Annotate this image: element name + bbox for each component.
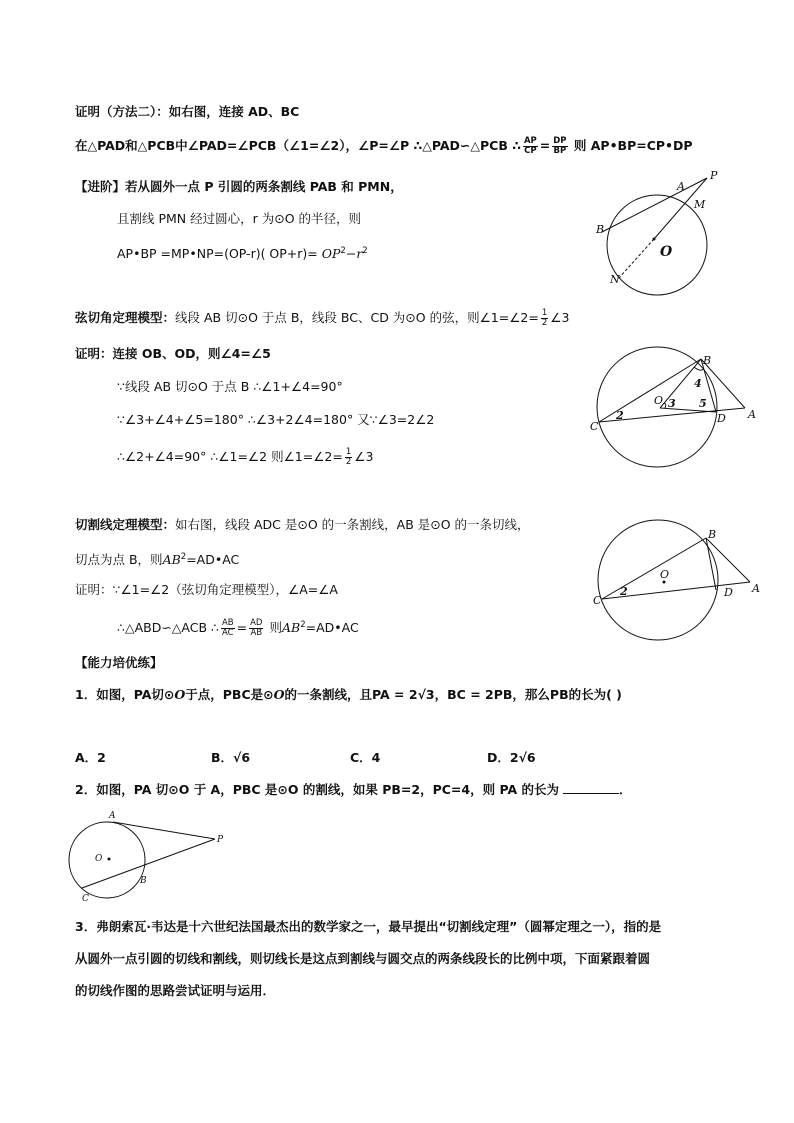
circle-symbol: ⊙	[263, 687, 274, 702]
label-3: 3	[668, 397, 676, 410]
secant-tangent-statement2	[75, 548, 239, 569]
statement-text: 如右图，线段 ADC 是⊙O 的一条割线，AB 是⊙O 的一条切线，	[175, 517, 530, 532]
circle-symbol: ⊙	[163, 687, 175, 702]
question-2	[75, 781, 632, 799]
ab-term: AB	[162, 552, 181, 568]
q2-text: 2．如图，PA 切⊙O 于 A，PBC 是⊙O 的割线，如果 PB=2，PC=4，则 PA 的长为	[75, 782, 559, 797]
label-o: O	[660, 568, 670, 581]
figure-secants	[590, 165, 720, 290]
fraction-ad-ab: $\frac{AD}{AB}$	[250, 618, 263, 639]
secant-tangent-proof2	[117, 616, 359, 638]
proof-text: ∴△ABD∽△ACB ∴	[117, 620, 219, 636]
q1-text: 1．如图，PA切	[75, 687, 164, 702]
tangent-chord-proof4	[117, 448, 373, 467]
label-2: 2	[620, 585, 628, 598]
question-3-line2: 从圆外一点引圆的切线和割线，则切线长是这点到割线与圆交点的两条线段长的比例中项，下面紧跟着圆	[75, 951, 651, 966]
exponent: 2	[180, 552, 187, 562]
tangent-chord-statement	[75, 309, 569, 328]
label-a: A	[748, 408, 756, 421]
q1-text: 的一条割线，且PA = 2	[284, 687, 418, 702]
section-title: 切割线定理模型：	[75, 517, 176, 532]
label-m: M	[694, 198, 706, 211]
exponent: 2	[300, 620, 306, 630]
angle-3: ∠3	[550, 310, 570, 325]
label-d: D	[717, 412, 726, 425]
label-c: C	[590, 420, 599, 433]
r-term: −r	[345, 246, 363, 262]
proof-text: 则	[265, 620, 282, 636]
advanced-line2: 且割线 PMN 经过圆心，r 为⊙O 的半径，则	[117, 211, 362, 226]
q1-text: ，BC = 2PB，那么PB的长为( )	[434, 687, 622, 702]
label-n: N	[610, 273, 620, 286]
op-term: OP	[321, 246, 341, 262]
o-symbol: O	[273, 687, 285, 702]
product-term: =AD•AC	[186, 552, 240, 568]
q1-text: 于点，PBC是	[185, 687, 264, 702]
secant-tangent-statement1	[75, 516, 530, 534]
sqrt-term: √3	[417, 687, 435, 702]
label-b: B	[703, 354, 712, 367]
exponent: 2	[340, 246, 346, 256]
label-a: A	[752, 582, 760, 595]
q2-end: ．	[619, 782, 632, 797]
question-1	[75, 686, 622, 704]
label-b: B	[596, 223, 605, 236]
secant-tangent-proof1: 证明：∵∠1=∠2（弦切角定理模型），∠A=∠A	[75, 582, 338, 597]
proof2-result: 则 AP•BP=CP•DP	[569, 138, 693, 153]
figure-tangent-chord	[590, 352, 765, 472]
proof2-line1: 证明（方法二）：如右图，连接 AD、BC	[75, 104, 300, 119]
option-c[interactable]: C．4	[350, 750, 381, 765]
option-b[interactable]: B．√6	[211, 750, 251, 765]
section-title: 弦切角定理模型：	[75, 310, 176, 325]
label-a: A	[677, 180, 685, 193]
statement-text: 切点为点 B，则	[75, 552, 163, 568]
tangent-chord-proof1: 证明：连接 OB、OD，则∠4=∠5	[75, 346, 271, 361]
label-4: 4	[694, 377, 702, 390]
equals-sign: =	[236, 620, 248, 636]
label-b: B	[140, 876, 147, 886]
fraction-dp-bp: $\frac{DP}{BP}$	[553, 136, 567, 156]
equals-sign: =	[539, 138, 551, 153]
option-d[interactable]: D．2√6	[487, 750, 536, 765]
fraction-half: $\frac{1}{2}$	[345, 447, 352, 467]
option-a[interactable]: A．2	[75, 750, 106, 765]
ab-term: AB	[281, 620, 301, 636]
angle-3: ∠3	[354, 449, 374, 464]
label-c: C	[82, 894, 89, 904]
exponent: 2	[362, 246, 368, 256]
practice-header: 【能力培优练】	[75, 655, 163, 670]
o-symbol: O	[174, 687, 186, 702]
advanced-line1: 【进阶】若从圆外一点 P 引圆的两条割线 PAB 和 PMN，	[75, 179, 403, 194]
label-a: A	[109, 811, 116, 821]
label-5: 5	[699, 397, 707, 410]
label-c: C	[593, 594, 602, 607]
question-3-line1: 3．弗朗索瓦·韦达是十六世纪法国最杰出的数学家之一，最早提出“切割线定理”（圆幂定理之一），指的是	[75, 919, 662, 934]
label-o: O	[95, 854, 103, 864]
label-o: O	[660, 244, 673, 260]
fraction-ab-ac: $\frac{AB}{AC}$	[221, 618, 234, 639]
proof2-line2	[75, 137, 693, 156]
fraction-ap-cp: $\frac{AP}{CP}$	[523, 136, 537, 156]
statement-text: 线段 AB 切⊙O 于点 B，线段 BC、CD 为⊙O 的弦，则∠1=∠2=	[175, 310, 539, 325]
advanced-formula: AP•BP =MP•NP=(OP-r)( OP+r)=	[117, 246, 322, 262]
label-2: 2	[616, 409, 624, 422]
label-o: O	[654, 394, 664, 407]
proof-text: ∴∠2+∠4=90° ∴∠1=∠2 则∠1=∠2=	[117, 449, 343, 464]
proof2-text: 在△PAD和△PCB中∠PAD=∠PCB（∠1=∠2），∠P=∠P ∴△PAD∽△PCB ∴	[75, 138, 521, 153]
product-term: =AD•AC	[305, 620, 359, 636]
label-d: D	[724, 586, 733, 599]
advanced-line3	[117, 242, 368, 263]
figure-secant-tangent	[590, 520, 765, 645]
label-p: P	[217, 835, 224, 845]
fraction-half: $\frac{1}{2}$	[541, 308, 548, 328]
answer-blank[interactable]	[563, 793, 619, 794]
question-3-line3: 的切线作图的思路尝试证明与运用．	[75, 983, 276, 998]
label-b: B	[708, 528, 717, 541]
tangent-chord-proof2: ∵线段 AB 切⊙O 于点 B ∴∠1+∠4=90°	[117, 379, 343, 394]
tangent-chord-proof3: ∵∠3+∠4+∠5=180° ∴∠3+2∠4=180° 又∵∠3=2∠2	[117, 412, 435, 427]
figure-question-2	[60, 808, 235, 903]
label-p: P	[710, 169, 718, 182]
